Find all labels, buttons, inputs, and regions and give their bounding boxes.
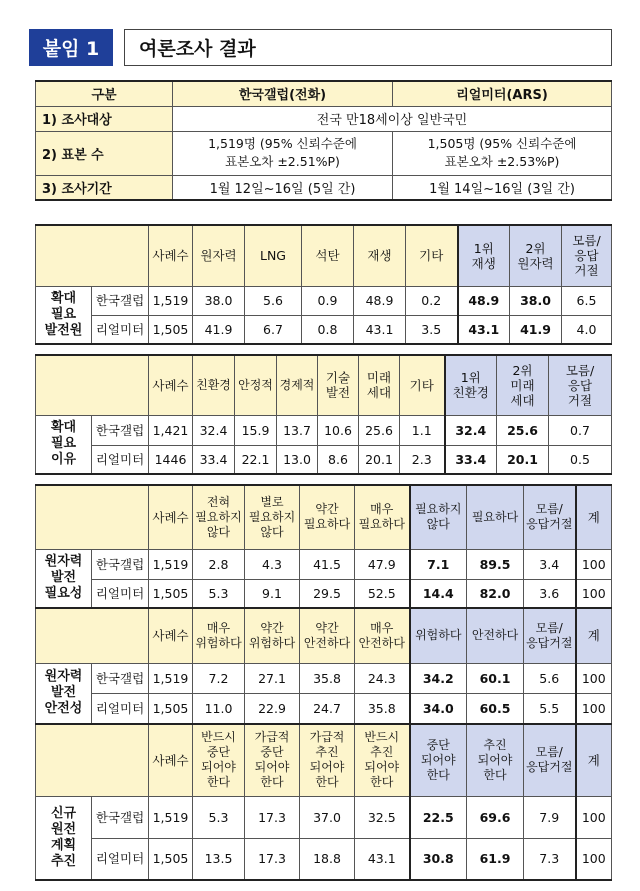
- cell: 100: [576, 693, 612, 724]
- header-cell: 기술 발전: [318, 355, 359, 415]
- cell: 35.8: [300, 663, 355, 693]
- cell: 6.7: [245, 315, 302, 344]
- org-label: 리얼미터: [92, 315, 149, 344]
- cell: 1,505: [149, 693, 193, 724]
- header-cell: 재생: [354, 225, 406, 286]
- header-cell: 중단 되어야 한다: [410, 724, 467, 796]
- header-cell: 기타: [400, 355, 445, 415]
- cell: 24.3: [355, 663, 410, 693]
- org-label: 한국갤럽: [92, 286, 149, 315]
- cell: 34.0: [410, 693, 467, 724]
- cell: 18.8: [300, 838, 355, 880]
- cell: 25.6: [359, 415, 400, 445]
- header-cell: 경제적: [277, 355, 318, 415]
- power-source-table: [35, 224, 612, 345]
- header-cell: 사례수: [149, 355, 193, 415]
- cell: 2.3: [400, 445, 445, 474]
- header-cell: 1위 재생: [458, 225, 510, 286]
- header-cell: 모름/ 응답거절: [524, 608, 576, 663]
- period-realmeter: 1월 14일~16일 (3일 간): [393, 175, 612, 200]
- header-cell: 석탄: [302, 225, 354, 286]
- row-label-target: 1) 조사대상: [36, 106, 173, 131]
- header-cell: 1위 친환경: [445, 355, 497, 415]
- cell: 0.9: [302, 286, 354, 315]
- header-cell: 2위 원자력: [510, 225, 562, 286]
- row-category: 확대 필요 발전원: [36, 286, 92, 344]
- cell: 17.3: [245, 796, 300, 838]
- header-cell: 모름/ 응답 거절: [562, 225, 612, 286]
- cell: 13.0: [277, 445, 318, 474]
- header-blank: [36, 485, 149, 549]
- header-cell: 사례수: [149, 485, 193, 549]
- org-label: 리얼미터: [92, 838, 149, 880]
- header-cell: 원자력: [193, 225, 245, 286]
- cell: 0.8: [302, 315, 354, 344]
- period-gallup: 1월 12일~16일 (5일 간): [173, 175, 393, 200]
- cell: 7.1: [410, 549, 467, 579]
- cell: 5.6: [524, 663, 576, 693]
- header-cell: 기타: [406, 225, 458, 286]
- cell: 43.1: [354, 315, 406, 344]
- org-label: 리얼미터: [92, 579, 149, 608]
- cell: 30.8: [410, 838, 467, 880]
- org-label: 한국갤럽: [92, 796, 149, 838]
- cell: 1,519: [149, 796, 193, 838]
- header-cell: 안전하다: [467, 608, 524, 663]
- cell: 4.3: [245, 549, 300, 579]
- header-cell: 가급적 추진 되어야 한다: [300, 724, 355, 796]
- org-label: 한국갤럽: [92, 415, 149, 445]
- cell: 2.8: [193, 549, 245, 579]
- cell: 1.1: [400, 415, 445, 445]
- row-category: 원자력 발전 안전성: [36, 663, 92, 724]
- cell: 15.9: [235, 415, 277, 445]
- row-label-period: 3) 조사기간: [36, 175, 173, 200]
- header-cell: 사례수: [149, 724, 193, 796]
- org-label: 리얼미터: [92, 693, 149, 724]
- header-cell: 계: [576, 724, 612, 796]
- header-cell: 미래 세대: [359, 355, 400, 415]
- row-category: 확대 필요 이유: [36, 415, 92, 474]
- cell: 60.1: [467, 663, 524, 693]
- cell: 13.7: [277, 415, 318, 445]
- cell: 7.9: [524, 796, 576, 838]
- cell: 100: [576, 838, 612, 880]
- cell: 25.6: [497, 415, 549, 445]
- header-cell: 전혀 필요하지 않다: [193, 485, 245, 549]
- cell: 5.6: [245, 286, 302, 315]
- org-label: 한국갤럽: [92, 549, 149, 579]
- cell: 5.3: [193, 579, 245, 608]
- cell: 47.9: [355, 549, 410, 579]
- expansion-reason-table: [35, 354, 612, 475]
- header-cell: 반드시 중단 되어야 한다: [193, 724, 245, 796]
- cell: 48.9: [354, 286, 406, 315]
- col-header-gallup: 한국갤럽(전화): [173, 81, 393, 106]
- cell: 48.9: [458, 286, 510, 315]
- header-cell: 약간 위험하다: [245, 608, 300, 663]
- cell: 1,519: [149, 286, 193, 315]
- header-cell: 모름/ 응답 거절: [549, 355, 612, 415]
- cell: 100: [576, 579, 612, 608]
- header-cell: 안정적: [235, 355, 277, 415]
- header-cell: 별로 필요하지 않다: [245, 485, 300, 549]
- cell: 11.0: [193, 693, 245, 724]
- cell: 38.0: [193, 286, 245, 315]
- cell: 37.0: [300, 796, 355, 838]
- header-cell: 약간 안전하다: [300, 608, 355, 663]
- cell: 1,505: [149, 315, 193, 344]
- cell: 100: [576, 549, 612, 579]
- header-cell: 계: [576, 485, 612, 549]
- cell: 29.5: [300, 579, 355, 608]
- header-cell: 모름/ 응답거절: [524, 724, 576, 796]
- cell: 32.4: [445, 415, 497, 445]
- row-label-sample: 2) 표본 수: [36, 131, 173, 175]
- cell: 35.8: [355, 693, 410, 724]
- cell: 7.2: [193, 663, 245, 693]
- cell: 1,505: [149, 579, 193, 608]
- sample-gallup: 1,519명 (95% 신뢰수준에 표본오차 ±2.51%P): [173, 131, 393, 175]
- header-cell: 추진 되어야 한다: [467, 724, 524, 796]
- header-blank: [36, 225, 149, 286]
- cell: 1,519: [149, 549, 193, 579]
- header-cell: 사례수: [149, 608, 193, 663]
- header-cell: 매우 필요하다: [355, 485, 410, 549]
- cell: 24.7: [300, 693, 355, 724]
- cell: 1,421: [149, 415, 193, 445]
- header-cell: 필요하다: [467, 485, 524, 549]
- cell: 100: [576, 663, 612, 693]
- header-cell: 위험하다: [410, 608, 467, 663]
- cell: 13.5: [193, 838, 245, 880]
- cell: 33.4: [445, 445, 497, 474]
- cell: 34.2: [410, 663, 467, 693]
- attachment-badge: 붙임 1: [29, 29, 113, 66]
- cell: 20.1: [359, 445, 400, 474]
- cell: 3.6: [524, 579, 576, 608]
- cell: 14.4: [410, 579, 467, 608]
- cell: 6.5: [562, 286, 612, 315]
- cell: 1446: [149, 445, 193, 474]
- org-label: 리얼미터: [92, 445, 149, 474]
- row-category: 원자력 발전 필요성: [36, 549, 92, 608]
- col-header-realmeter: 리얼미터(ARS): [393, 81, 612, 106]
- page-header: [29, 29, 612, 66]
- header-cell: 필요하지 않다: [410, 485, 467, 549]
- cell: 32.5: [355, 796, 410, 838]
- cell: 41.9: [193, 315, 245, 344]
- header-cell: LNG: [245, 225, 302, 286]
- header-cell: 2위 미래 세대: [497, 355, 549, 415]
- cell: 10.6: [318, 415, 359, 445]
- cell: 4.0: [562, 315, 612, 344]
- cell: 38.0: [510, 286, 562, 315]
- cell: 3.4: [524, 549, 576, 579]
- cell: 52.5: [355, 579, 410, 608]
- header-cell: 매우 안전하다: [355, 608, 410, 663]
- page-title: 여론조사 결과: [124, 29, 612, 66]
- header-cell: 친환경: [193, 355, 235, 415]
- cell: 82.0: [467, 579, 524, 608]
- sample-realmeter: 1,505명 (95% 신뢰수준에 표본오차 ±2.53%P): [393, 131, 612, 175]
- header-cell: 가급적 중단 되어야 한다: [245, 724, 300, 796]
- header-cell: 계: [576, 608, 612, 663]
- cell: 22.5: [410, 796, 467, 838]
- cell: 20.1: [497, 445, 549, 474]
- cell: 41.5: [300, 549, 355, 579]
- cell: 0.7: [549, 415, 612, 445]
- cell: 1,505: [149, 838, 193, 880]
- header-cell: 반드시 추진 되어야 한다: [355, 724, 410, 796]
- col-header-category: 구분: [36, 81, 173, 106]
- cell: 100: [576, 796, 612, 838]
- cell: 17.3: [245, 838, 300, 880]
- header-cell: 모름/ 응답거절: [524, 485, 576, 549]
- header-cell: 매우 위험하다: [193, 608, 245, 663]
- survey-overview-table: [35, 80, 612, 201]
- header-blank: [36, 608, 149, 663]
- cell: 9.1: [245, 579, 300, 608]
- cell: 0.5: [549, 445, 612, 474]
- cell: 27.1: [245, 663, 300, 693]
- cell: 22.1: [235, 445, 277, 474]
- cell: 69.6: [467, 796, 524, 838]
- cell: 8.6: [318, 445, 359, 474]
- target-value: 전국 만18세이상 일반국민: [173, 106, 612, 131]
- cell: 1,519: [149, 663, 193, 693]
- cell: 43.1: [355, 838, 410, 880]
- header-blank: [36, 355, 149, 415]
- cell: 33.4: [193, 445, 235, 474]
- cell: 43.1: [458, 315, 510, 344]
- cell: 41.9: [510, 315, 562, 344]
- cell: 32.4: [193, 415, 235, 445]
- cell: 0.2: [406, 286, 458, 315]
- cell: 89.5: [467, 549, 524, 579]
- header-cell: 사례수: [149, 225, 193, 286]
- header-blank: [36, 724, 149, 796]
- nuclear-opinion-table: [35, 484, 612, 881]
- row-category: 신규 원전 계획 추진: [36, 796, 92, 880]
- cell: 3.5: [406, 315, 458, 344]
- cell: 5.3: [193, 796, 245, 838]
- header-cell: 약간 필요하다: [300, 485, 355, 549]
- cell: 61.9: [467, 838, 524, 880]
- cell: 7.3: [524, 838, 576, 880]
- cell: 22.9: [245, 693, 300, 724]
- cell: 60.5: [467, 693, 524, 724]
- cell: 5.5: [524, 693, 576, 724]
- org-label: 한국갤럽: [92, 663, 149, 693]
